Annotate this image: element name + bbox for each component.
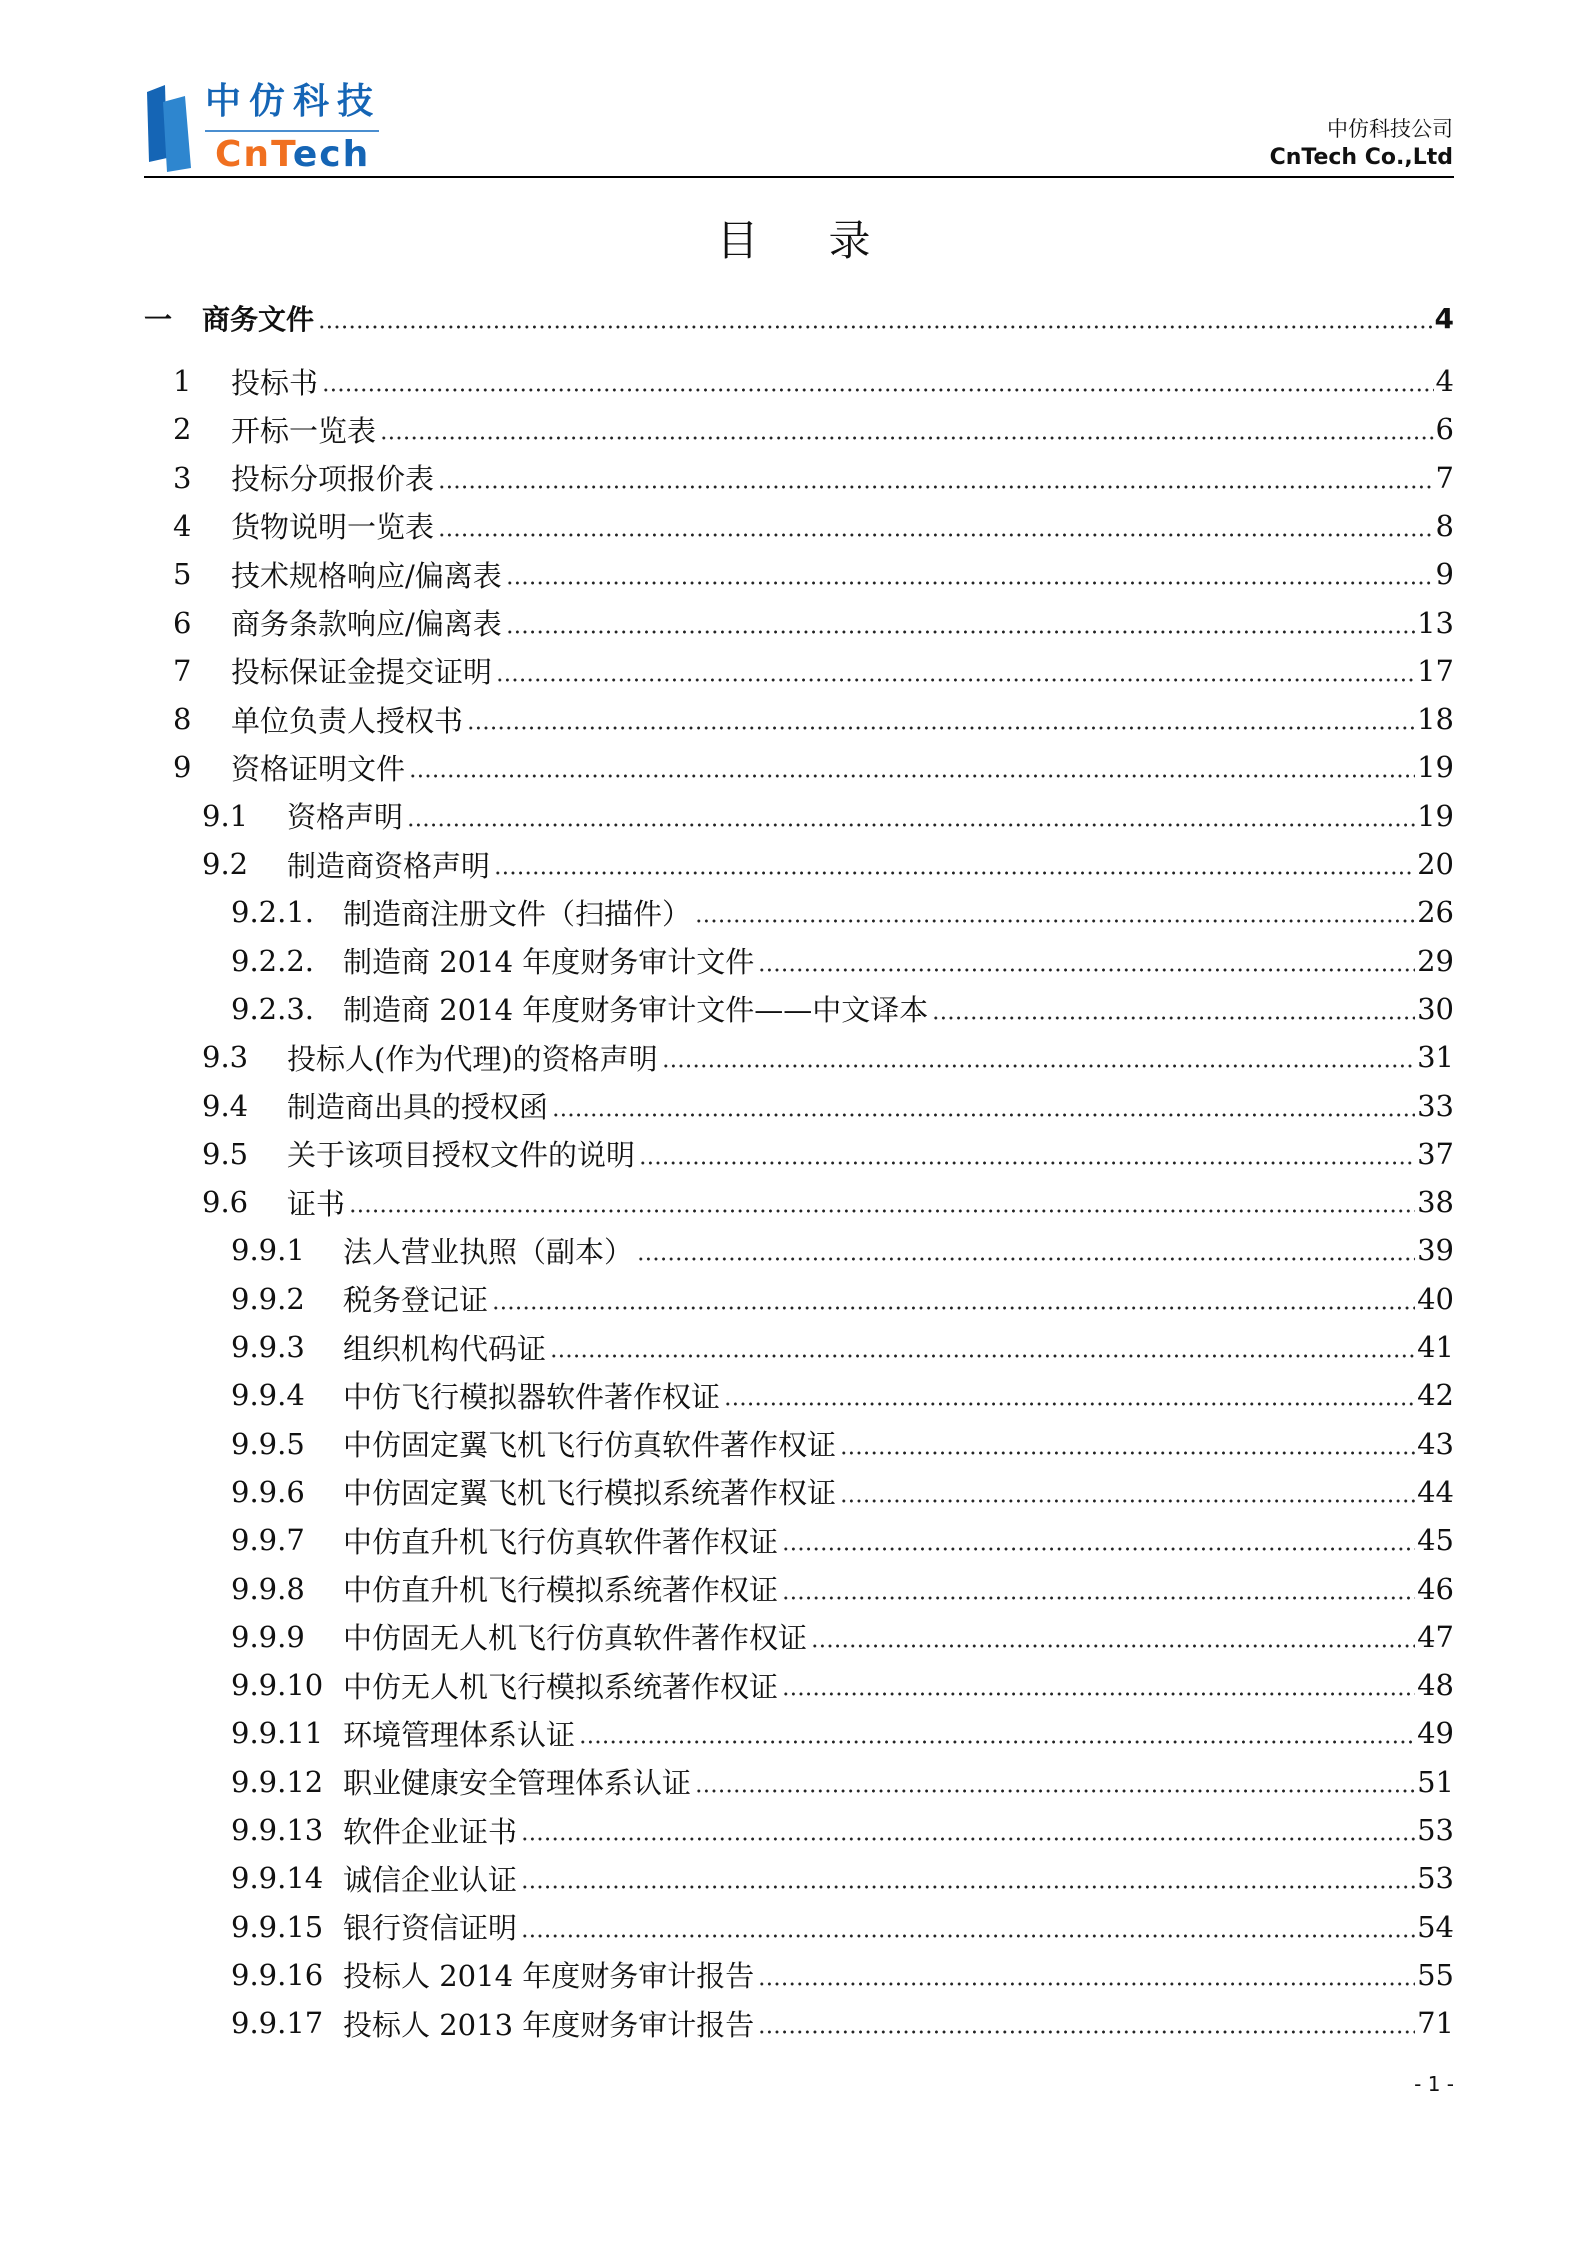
toc-entry[interactable] — [144, 1516, 1454, 1564]
toc-entry-page: 47 — [1417, 1619, 1454, 1654]
dot-leader — [782, 1670, 1415, 1700]
toc-entry-label: 投标人(作为代理)的资格声明 — [287, 1041, 658, 1076]
toc-entry-page: 4 — [1435, 364, 1454, 398]
toc-entry[interactable] — [144, 937, 1454, 985]
toc-entry-page: 53 — [1417, 1861, 1454, 1896]
toc-entry[interactable] — [144, 792, 1454, 840]
toc-entry-number: 9.9.16 — [231, 1957, 324, 1992]
toc-entry-label: 商务文件 — [202, 303, 315, 336]
toc-entry-number: 9.3 — [202, 1040, 249, 1075]
toc-entry[interactable] — [144, 1323, 1454, 1371]
toc-entry-page: 49 — [1417, 1716, 1454, 1751]
toc-entry-label: 中仿直升机飞行仿真软件著作权证 — [343, 1524, 779, 1559]
toc-entry-page: 17 — [1417, 653, 1454, 688]
dot-leader — [318, 303, 1433, 333]
toc-entry-number: 9.9.8 — [231, 1571, 305, 1606]
toc-entry-page: 33 — [1417, 1088, 1454, 1123]
dot-leader — [840, 1477, 1415, 1507]
toc-entry[interactable] — [144, 1226, 1454, 1274]
dot-leader — [550, 1332, 1415, 1362]
dot-leader — [552, 1091, 1415, 1121]
toc-entry[interactable] — [144, 1275, 1454, 1323]
dot-leader — [639, 1139, 1415, 1169]
dot-leader — [695, 1767, 1415, 1797]
toc-entry-number: 9.6 — [202, 1185, 249, 1220]
dot-leader — [506, 608, 1415, 638]
toc-entry-label: 环境管理体系认证 — [343, 1717, 576, 1752]
toc-entry[interactable] — [144, 985, 1454, 1033]
toc-entry-label: 商务条款响应/偏离表 — [231, 607, 502, 641]
toc-entry-body — [343, 1761, 1454, 1802]
toc-entry-number: 9.4 — [202, 1088, 249, 1123]
toc-entry-page: 42 — [1417, 1378, 1454, 1413]
toc-entry-body — [287, 1182, 1454, 1223]
toc-entry-number: 一 — [144, 303, 173, 336]
dot-leader — [811, 1622, 1415, 1652]
toc-entry[interactable] — [144, 502, 1454, 550]
toc-entry-page: 6 — [1435, 412, 1454, 447]
toc-entry-page: 53 — [1417, 1813, 1454, 1847]
toc-entry[interactable] — [144, 1709, 1454, 1757]
toc-entry-number: 9.2.3. — [231, 991, 315, 1026]
toc-entry[interactable] — [144, 1613, 1454, 1661]
toc-entry-number: 9.9.15 — [231, 1909, 324, 1944]
company-name-block — [1270, 115, 1453, 173]
toc-entry-page: 38 — [1417, 1185, 1454, 1220]
toc-entry-label: 投标人 2014 年度财务审计报告 — [343, 1959, 755, 1994]
toc-entry-number: 9 — [173, 750, 192, 785]
toc-entry-body — [343, 1327, 1454, 1368]
toc-entry[interactable] — [144, 1468, 1454, 1516]
toc-entry-body — [231, 747, 1454, 788]
toc-entry-number: 9.9.10 — [231, 1668, 324, 1703]
toc-entry-body — [202, 298, 1454, 338]
toc-entry-page: 55 — [1417, 1957, 1454, 1992]
toc-entry-label: 关于该项目授权文件的说明 — [287, 1138, 636, 1173]
dot-leader — [438, 463, 1434, 493]
toc-entry-page: 39 — [1417, 1233, 1454, 1268]
toc-entry[interactable] — [144, 1130, 1454, 1178]
toc-entry-page: 20 — [1417, 847, 1454, 881]
toc-entry-number: 9.5 — [202, 1136, 249, 1171]
toc-entry[interactable] — [144, 1999, 1454, 2047]
toc-entry[interactable] — [144, 1033, 1454, 1081]
toc-entry-body — [343, 1568, 1454, 1609]
toc-entry-label: 制造商出具的授权函 — [287, 1090, 549, 1124]
dot-leader — [438, 511, 1434, 541]
toc-entry-number: 3 — [173, 460, 192, 495]
dot-leader — [322, 366, 1434, 396]
toc-entry[interactable] — [144, 1082, 1454, 1130]
dot-leader — [758, 946, 1415, 976]
toc-entry[interactable] — [144, 599, 1454, 647]
toc-entry-number: 5 — [173, 557, 192, 592]
toc-entry-number: 1 — [173, 364, 192, 398]
dot-leader — [380, 414, 1434, 444]
toc-entry-page: 29 — [1417, 943, 1454, 978]
toc-entry-body — [231, 602, 1454, 643]
toc-entry[interactable] — [144, 647, 1454, 695]
toc-entry-number: 7 — [173, 653, 192, 688]
toc-entry-page: 13 — [1417, 605, 1454, 640]
dot-leader — [637, 1235, 1415, 1265]
toc-entry-body — [343, 1520, 1454, 1561]
toc-entry-number: 6 — [173, 605, 192, 640]
toc-entry-label: 货物说明一览表 — [231, 510, 435, 545]
dot-leader — [724, 1380, 1415, 1410]
toc-entry-number: 9.9.4 — [231, 1378, 305, 1413]
toc-entry-number: 9.9.1 — [231, 1233, 305, 1268]
toc-entry-body — [343, 1616, 1454, 1657]
toc-entry-label: 中仿飞行模拟器软件著作权证 — [343, 1379, 721, 1414]
toc-entry-number: 2 — [173, 412, 192, 447]
toc-entry[interactable] — [144, 1854, 1454, 1902]
toc-entry-label: 资格声明 — [287, 800, 404, 835]
toc-entry-page: 19 — [1417, 750, 1454, 785]
toc-entry-body — [343, 988, 1454, 1029]
logo-divider — [205, 130, 379, 132]
dot-leader — [349, 1187, 1415, 1217]
toc-entry-number: 9.9.3 — [231, 1330, 305, 1364]
toc-entry-number: 9.2.1. — [231, 895, 315, 930]
toc-entry-body — [231, 409, 1454, 450]
toc-entry-label: 诚信企业认证 — [343, 1862, 518, 1897]
toc-entry[interactable] — [144, 1951, 1454, 1999]
toc-entry-label: 软件企业证书 — [343, 1814, 518, 1849]
toc-entry[interactable] — [144, 1661, 1454, 1709]
toc-entry-page: 71 — [1417, 2006, 1454, 2041]
toc-entry-body — [343, 1858, 1454, 1899]
company-name-en: CnTech Co.,Ltd — [1269, 145, 1453, 170]
toc-entry-label: 组织机构代码证 — [343, 1331, 547, 1366]
logo-en-part: ech — [292, 134, 371, 175]
toc-entry-label: 法人营业执照（副本） — [343, 1234, 634, 1269]
toc-entry[interactable] — [144, 1178, 1454, 1226]
toc-entry[interactable] — [144, 743, 1454, 791]
toc-entry-page: 19 — [1417, 798, 1454, 833]
logo-chinese-text: 中仿科技 — [205, 81, 382, 122]
toc-entry-body — [343, 1471, 1454, 1512]
toc-entry-body — [343, 1375, 1454, 1416]
toc-entry-label: 投标分项报价表 — [231, 462, 435, 497]
toc-entry-page: 18 — [1417, 702, 1454, 737]
toc-entry-page: 45 — [1417, 1523, 1454, 1558]
toc-entry-label: 投标保证金提交证明 — [231, 655, 493, 690]
toc-entry-number: 9.9.5 — [231, 1426, 305, 1461]
toc-entry-number: 9.9.6 — [231, 1474, 305, 1509]
toc-entry-page: 54 — [1417, 1909, 1454, 1944]
toc-entry[interactable] — [144, 454, 1454, 502]
toc-entry-label: 中仿无人机飞行模拟系统著作权证 — [343, 1669, 779, 1704]
toc-entry-page: 37 — [1417, 1136, 1454, 1171]
dot-leader — [521, 1815, 1415, 1845]
toc-entry[interactable] — [144, 1903, 1454, 1951]
toc-entry-body — [287, 795, 1454, 836]
toc-entry-body — [343, 1665, 1454, 1706]
toc-entry-body — [343, 1954, 1454, 1995]
toc-entry-page: 8 — [1435, 508, 1454, 543]
toc-entry-body — [343, 1230, 1454, 1271]
toc-entry-page: 41 — [1417, 1330, 1454, 1364]
toc-entry-label: 单位负责人授权书 — [231, 703, 464, 738]
toc-entry-number: 8 — [173, 702, 192, 737]
toc-entry-body — [231, 505, 1454, 546]
toc-entry-number: 9.9.2 — [231, 1281, 305, 1316]
toc-entry-number: 9.9.7 — [231, 1523, 305, 1558]
toc-entry-number: 9.9.13 — [231, 1813, 324, 1847]
toc-entry-body — [287, 1085, 1454, 1126]
toc-entry-label: 中仿固定翼飞机飞行仿真软件著作权证 — [343, 1428, 837, 1463]
toc-entry-label: 开标一览表 — [231, 413, 377, 448]
dot-leader — [695, 897, 1415, 927]
toc-entry-label: 证书 — [287, 1186, 346, 1221]
toc-entry-number: 9.9.11 — [231, 1716, 324, 1751]
dot-leader — [407, 801, 1415, 831]
toc-entry-page: 7 — [1435, 460, 1454, 495]
page-number: - 1 - — [1414, 2072, 1454, 2096]
toc-entry-page: 48 — [1417, 1668, 1454, 1703]
toc-entry-body — [231, 554, 1454, 595]
dot-leader — [467, 704, 1415, 734]
toc-entry-body — [343, 2003, 1454, 2044]
toc-entry-body — [343, 1713, 1454, 1754]
toc-entry-body — [231, 361, 1454, 402]
toc-entry-number: 9.9.9 — [231, 1619, 305, 1654]
logo-mark-icon — [145, 80, 205, 175]
toc-entry-label: 中仿固无人机飞行仿真软件著作权证 — [343, 1621, 808, 1656]
toc-entry-page: 44 — [1417, 1474, 1454, 1509]
toc-entry-label: 中仿固定翼飞机飞行模拟系统著作权证 — [343, 1476, 837, 1511]
toc-entry-body — [231, 457, 1454, 498]
toc-entry-number: 4 — [173, 508, 192, 543]
toc-entry-label: 中仿直升机飞行模拟系统著作权证 — [343, 1573, 779, 1607]
toc-entry-label: 制造商 2014 年度财务审计文件 — [343, 945, 755, 980]
toc-entry-label: 资格证明文件 — [231, 751, 406, 786]
dot-leader — [782, 1574, 1415, 1604]
toc-entry-label: 制造商 2014 年度财务审计文件——中文译本 — [343, 993, 929, 1028]
dot-leader — [506, 559, 1434, 589]
toc-entry-number: 9.9.14 — [231, 1861, 324, 1896]
logo-en-part: T — [271, 134, 293, 175]
toc-entry-body — [343, 1278, 1454, 1319]
toc-entry[interactable] — [144, 840, 1454, 888]
dot-leader — [579, 1718, 1415, 1748]
toc-entry-number: 9.1 — [202, 798, 249, 833]
dot-leader — [521, 1863, 1415, 1893]
toc-entry-body — [343, 1906, 1454, 1947]
toc-entry-page: 31 — [1417, 1040, 1454, 1075]
toc-entry[interactable] — [144, 357, 1454, 405]
toc-entry[interactable] — [144, 1758, 1454, 1806]
toc-entry[interactable] — [144, 294, 1454, 342]
toc-entry[interactable] — [144, 695, 1454, 743]
toc-entry-page: 30 — [1417, 991, 1454, 1026]
toc-entry-body — [343, 892, 1454, 933]
toc-entry-label: 银行资信证明 — [343, 1911, 518, 1946]
toc-entry-page: 51 — [1417, 1764, 1454, 1799]
toc-entry[interactable] — [144, 1420, 1454, 1468]
toc-entry-page: 40 — [1417, 1281, 1454, 1316]
toc-entry-page: 9 — [1435, 557, 1454, 592]
toc-entry-number: 9.2 — [202, 847, 249, 881]
logo-english-text — [215, 134, 370, 176]
toc-entry-page: 46 — [1417, 1571, 1454, 1606]
toc-entry[interactable] — [144, 550, 1454, 598]
toc-entry-number: 9.2.2. — [231, 943, 315, 978]
dot-leader — [932, 994, 1415, 1024]
toc-entry-label: 职业健康安全管理体系认证 — [343, 1766, 692, 1801]
toc-entry[interactable] — [144, 1806, 1454, 1854]
toc-entry-label: 制造商注册文件（扫描件） — [343, 896, 692, 931]
toc-entry-body — [287, 1037, 1454, 1078]
toc-entry[interactable] — [144, 1565, 1454, 1613]
toc-entry-page: 4 — [1434, 301, 1454, 335]
toc-entry-page: 43 — [1417, 1426, 1454, 1461]
toc-entry-body — [287, 1133, 1454, 1174]
dot-leader — [494, 849, 1415, 879]
header-divider — [144, 176, 1454, 178]
toc-entry-label: 税务登记证 — [343, 1283, 489, 1318]
toc-entry-number: 9.9.12 — [231, 1764, 324, 1799]
dot-leader — [492, 1284, 1415, 1314]
toc-entry-page: 26 — [1417, 895, 1454, 930]
dot-leader — [662, 1042, 1415, 1072]
dot-leader — [496, 656, 1415, 686]
toc-entry-body — [343, 1423, 1454, 1464]
dot-leader — [782, 1525, 1415, 1555]
toc-entry-body — [231, 699, 1454, 740]
dot-leader — [758, 2008, 1415, 2038]
dot-leader — [409, 752, 1415, 782]
company-name-cn: 中仿科技公司 — [1327, 117, 1453, 141]
dot-leader — [840, 1429, 1415, 1459]
toc-entry-body — [231, 650, 1454, 691]
logo-en-part: Cn — [215, 134, 272, 175]
company-logo — [145, 80, 395, 175]
toc-entry-number: 9.9.17 — [231, 2006, 324, 2041]
toc-entry-label: 投标人 2013 年度财务审计报告 — [343, 2007, 755, 2042]
toc-entry[interactable] — [144, 405, 1454, 453]
toc-entry-label: 制造商资格声明 — [287, 848, 491, 883]
dot-leader — [521, 1912, 1415, 1942]
toc-entry-body — [343, 1810, 1454, 1851]
toc-entry-body — [287, 844, 1454, 885]
toc-entry-label: 技术规格响应/偏离表 — [231, 558, 502, 593]
toc-entry-body — [343, 940, 1454, 981]
toc-entry[interactable] — [144, 888, 1454, 936]
toc-entry[interactable] — [144, 1371, 1454, 1419]
dot-leader — [758, 1960, 1415, 1990]
page-title: 目录 — [716, 216, 941, 265]
toc-entry-label: 投标书 — [231, 365, 319, 400]
